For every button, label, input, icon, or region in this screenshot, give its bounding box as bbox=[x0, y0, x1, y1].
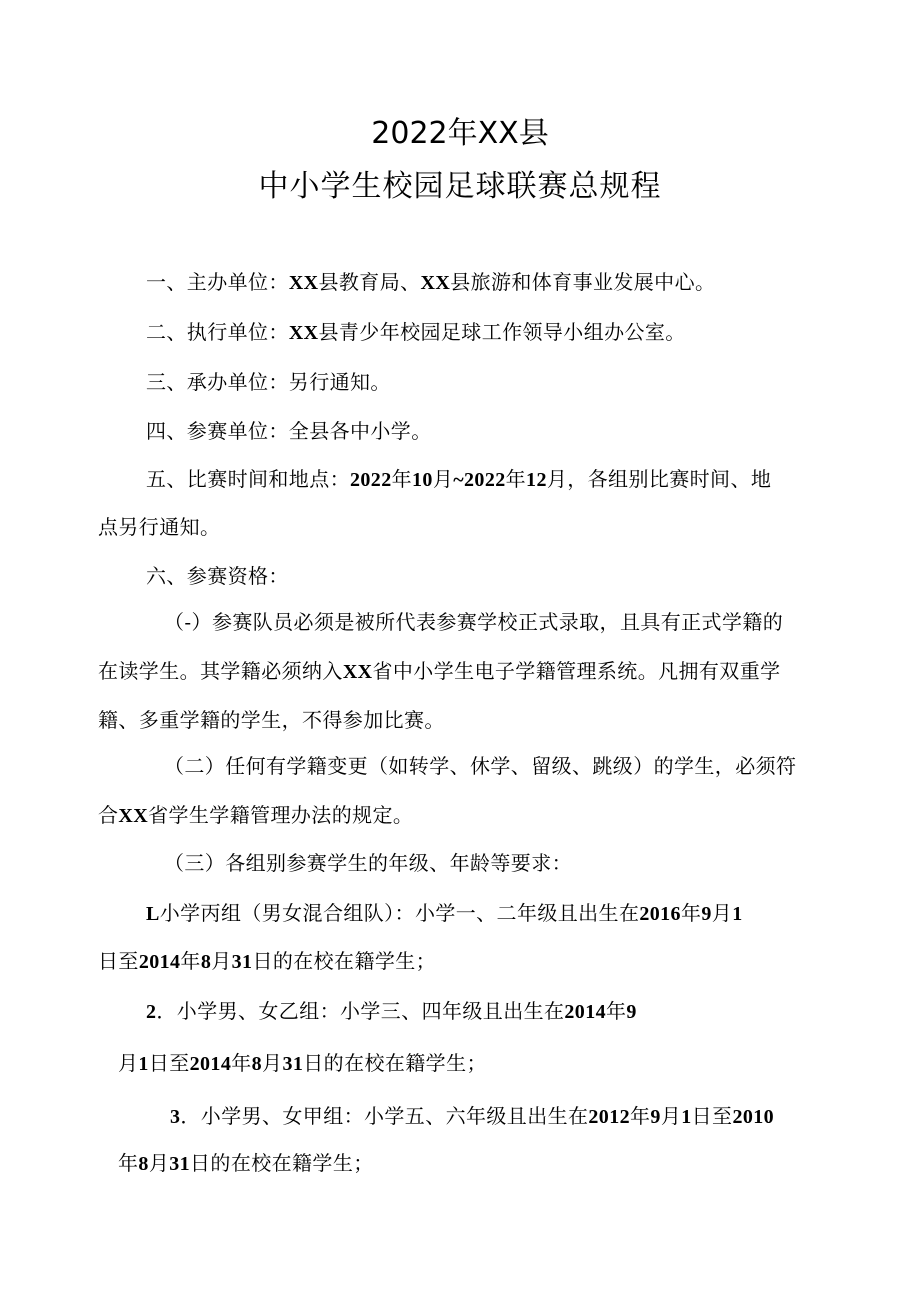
time-place-text3: 年 bbox=[505, 467, 527, 491]
group3-line2 bbox=[118, 1148, 374, 1179]
time-place-text4: 月，各组别比赛时间、地 bbox=[546, 467, 772, 491]
group2-line2-day-start: 1 bbox=[138, 1053, 149, 1075]
group2-text1: 年 bbox=[606, 999, 627, 1023]
clause2-line1: （二）任何有学籍变更（如转学、休学、留级、跳级）的学生，必须符 bbox=[164, 754, 797, 778]
group3-year-start: 2012 bbox=[588, 1106, 631, 1128]
group1-line2-text3: 月 bbox=[211, 949, 232, 973]
item-organizer-text1: 县教育局、 bbox=[318, 270, 421, 294]
group1-text0: 小学丙组（男女混合组队）：小学一、二年级且出生在 bbox=[159, 901, 640, 925]
group1-month: 9 bbox=[701, 903, 712, 925]
time-place-year-end: ~2022 bbox=[453, 469, 506, 491]
item-organizer bbox=[146, 267, 715, 298]
group2-line2-text2: 年 bbox=[231, 1051, 252, 1075]
group2-line2-text3: 月 bbox=[262, 1051, 283, 1075]
group3-day: 1 bbox=[681, 1106, 692, 1128]
group3-line2-day: 31 bbox=[169, 1153, 191, 1175]
item-eligibility: 六、参赛资格： bbox=[146, 564, 289, 588]
group1-line2-year: 2014 bbox=[138, 951, 181, 973]
group3-line2-text2: 日的在校在籍学生； bbox=[190, 1151, 374, 1175]
group2-line2-text1: 日至 bbox=[148, 1051, 190, 1075]
item-participants: 四、参赛单位：全县各中小学。 bbox=[146, 419, 432, 443]
clause1-line2-text2: 省中小学生电子学籍管理系统。凡拥有双重学 bbox=[372, 659, 781, 683]
group2-month: 9 bbox=[626, 1001, 637, 1023]
group1-line2-text2: 年 bbox=[180, 949, 201, 973]
group1-number: L bbox=[146, 903, 160, 925]
clause2-line2 bbox=[98, 800, 413, 831]
group2-line1 bbox=[146, 996, 637, 1027]
group3-line2-month: 8 bbox=[138, 1153, 149, 1175]
time-place-month-start: 10 bbox=[412, 469, 433, 491]
document-title-line1: 2022年XX县 bbox=[371, 116, 549, 151]
item-time-place-line1 bbox=[146, 464, 771, 495]
group3-line1 bbox=[170, 1101, 774, 1132]
clause1-line1: （-）参赛队员必须是被所代表参赛学校正式录取，且具有正式学籍的 bbox=[164, 610, 784, 634]
document-title-line2: 中小学生校园足球联赛总规程 bbox=[258, 169, 662, 204]
group3-text0: ．小学男、女甲组：小学五、六年级且出生在 bbox=[180, 1104, 589, 1128]
group2-line2-text4: 日的在校在籍学生； bbox=[303, 1051, 487, 1075]
item-executor-prefix: 二、执行单位： bbox=[146, 320, 289, 344]
group1-line1 bbox=[146, 898, 743, 929]
item-organizer-county1: XX bbox=[288, 272, 319, 294]
group2-line2-month: 8 bbox=[251, 1053, 263, 1075]
group2-text0: ．小学男、女乙组：小学三、四年级且出生在 bbox=[156, 999, 565, 1023]
group3-number: 3 bbox=[170, 1106, 181, 1128]
group3-line2-text1: 月 bbox=[148, 1151, 170, 1175]
item-organizer-text2: 县旅游和体育事业发展中心。 bbox=[450, 270, 716, 294]
group3-year-end: 2010 bbox=[732, 1106, 775, 1128]
item-organizer-county2: XX bbox=[420, 272, 451, 294]
group1-day: 1 bbox=[732, 903, 743, 925]
clause3-line1: （三）各组别参赛学生的年级、年龄等要求： bbox=[164, 851, 572, 875]
time-place-text1: 年 bbox=[391, 467, 413, 491]
item-time-place-line2: 点另行通知。 bbox=[98, 515, 221, 539]
group3-line2-text0: 年 bbox=[118, 1151, 139, 1175]
group1-line2-day: 31 bbox=[231, 951, 253, 973]
clause1-line3: 籍、多重学籍的学生，不得参加比赛。 bbox=[98, 708, 445, 732]
clause2-line2-text2: 省学生学籍管理办法的规定。 bbox=[148, 803, 414, 827]
clause1-line2-text1: 在读学生。其学籍必须纳入 bbox=[98, 659, 343, 683]
clause2-line2-province: XX bbox=[118, 805, 149, 827]
group1-text2: 月 bbox=[711, 901, 733, 925]
group2-line2-text0: 月 bbox=[118, 1051, 139, 1075]
item-host: 三、承办单位：另行通知。 bbox=[146, 370, 391, 394]
group2-line2 bbox=[118, 1048, 487, 1079]
clause1-line2-province: XX bbox=[342, 661, 373, 683]
time-place-text2: 月 bbox=[432, 467, 454, 491]
clause1-line2 bbox=[98, 656, 781, 687]
group3-month: 9 bbox=[650, 1106, 661, 1128]
group3-text2: 月 bbox=[660, 1104, 682, 1128]
group3-text1: 年 bbox=[630, 1104, 651, 1128]
group3-text3: 日至 bbox=[691, 1104, 733, 1128]
item-executor-county: XX bbox=[288, 322, 319, 344]
group2-line2-day-end: 31 bbox=[282, 1053, 304, 1075]
item-organizer-prefix: 一、主办单位： bbox=[146, 270, 289, 294]
time-place-prefix: 五、比赛时间和地点： bbox=[146, 467, 350, 491]
group1-year: 2016 bbox=[639, 903, 681, 925]
clause2-line2-text1: 合 bbox=[98, 803, 119, 827]
item-executor-text: 县青少年校园足球工作领导小组办公室。 bbox=[318, 320, 686, 344]
group1-line2-text4: 日的在校在籍学生； bbox=[252, 949, 437, 973]
group1-line2-text1: 日至 bbox=[98, 949, 139, 973]
time-place-year-start: 2022 bbox=[350, 469, 392, 491]
group2-year: 2014 bbox=[564, 1001, 607, 1023]
item-executor bbox=[146, 317, 686, 348]
group1-line2-month: 8 bbox=[200, 951, 212, 973]
group1-line2 bbox=[98, 946, 436, 977]
group1-text1: 年 bbox=[680, 901, 702, 925]
group2-number: 2 bbox=[146, 1001, 157, 1023]
time-place-month-end: 12 bbox=[526, 469, 547, 491]
group2-line2-year: 2014 bbox=[189, 1053, 232, 1075]
